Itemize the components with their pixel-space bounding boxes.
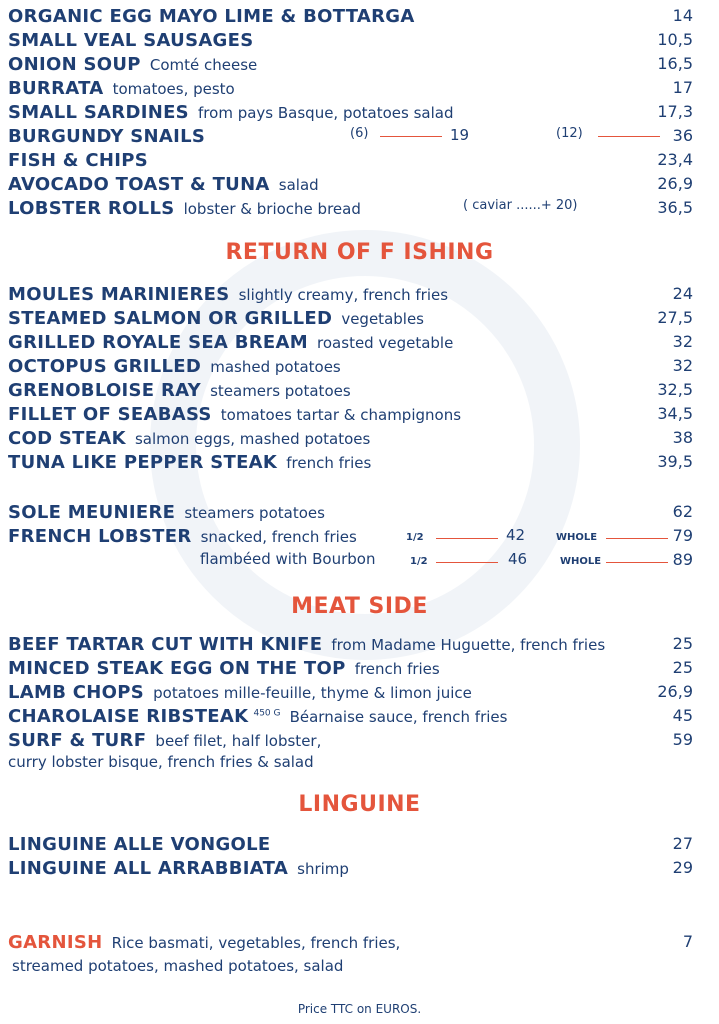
item-description: salad bbox=[278, 176, 319, 194]
dotted-leader bbox=[436, 538, 498, 539]
item-description: curry lobster bisque, french fries & salad bbox=[8, 753, 314, 771]
item-price: 36,5 bbox=[657, 198, 693, 217]
item-price: 36 bbox=[672, 126, 693, 145]
item-name: BURRATA bbox=[8, 78, 104, 99]
whole-price: 89 bbox=[672, 550, 693, 569]
menu-item bbox=[8, 658, 719, 682]
item-name: COD STEAK bbox=[8, 428, 126, 449]
half-label: 1/2 bbox=[410, 556, 428, 567]
item-name: FRENCH LOBSTER bbox=[8, 526, 192, 547]
section-title-meat: MEAT SIDE bbox=[291, 594, 428, 619]
weight-note: 450 G bbox=[253, 708, 281, 719]
section-title-fishing: RETURN OF F ISHING bbox=[225, 240, 494, 265]
item-price: 10,5 bbox=[657, 30, 693, 49]
item-price: 62 bbox=[672, 502, 693, 521]
menu-item bbox=[8, 526, 719, 550]
item-name: MOULES MARINIERES bbox=[8, 284, 230, 305]
menu-item bbox=[8, 308, 719, 332]
item-price: 32 bbox=[672, 332, 693, 351]
menu-item bbox=[8, 834, 719, 858]
dotted-leader bbox=[380, 136, 442, 137]
item-price: 27 bbox=[672, 834, 693, 853]
item-price: 38 bbox=[672, 428, 693, 447]
item-name: TUNA LIKE PEPPER STEAK bbox=[8, 452, 278, 473]
option-label: (6) bbox=[350, 126, 369, 141]
item-description: streamed potatoes, mashed potatoes, salad bbox=[12, 957, 344, 975]
item-description: Béarnaise sauce, french fries bbox=[289, 708, 508, 726]
menu-item bbox=[8, 102, 719, 126]
menu-item bbox=[8, 6, 719, 30]
item-price: 27,5 bbox=[657, 308, 693, 327]
menu-item bbox=[8, 730, 719, 754]
item-name: ONION SOUP bbox=[8, 54, 141, 75]
dotted-leader bbox=[598, 136, 660, 137]
menu-item bbox=[8, 932, 719, 956]
item-description: from pays Basque, potatoes salad bbox=[198, 104, 454, 122]
item-name: BURGUNDY SNAILS bbox=[8, 126, 206, 147]
menu-item bbox=[8, 284, 719, 308]
item-name: LINGUINE ALL ARRABBIATA bbox=[8, 858, 289, 879]
item-description: Rice basmati, vegetables, french fries, bbox=[111, 934, 401, 952]
item-name: OCTOPUS GRILLED bbox=[8, 356, 202, 377]
half-label: 1/2 bbox=[406, 532, 424, 543]
item-name: FISH & CHIPS bbox=[8, 150, 148, 171]
item-price: 45 bbox=[672, 706, 693, 725]
item-price: 26,9 bbox=[657, 682, 693, 701]
item-description: tomatoes, pesto bbox=[112, 80, 235, 98]
menu-item bbox=[8, 428, 719, 452]
menu-item bbox=[8, 198, 719, 222]
item-price: 24 bbox=[672, 284, 693, 303]
item-name: LINGUINE ALLE VONGOLE bbox=[8, 834, 271, 855]
menu-item bbox=[8, 356, 719, 380]
item-price: 32 bbox=[672, 356, 693, 375]
item-price: 7 bbox=[682, 932, 693, 951]
item-description: beef filet, half lobster, bbox=[155, 732, 322, 750]
item-extra: ( caviar ......+ 20) bbox=[463, 198, 578, 213]
item-description: french fries bbox=[286, 454, 372, 472]
menu-item bbox=[8, 706, 719, 730]
item-name: MINCED STEAK EGG ON THE TOP bbox=[8, 658, 346, 679]
item-description: slightly creamy, french fries bbox=[238, 286, 449, 304]
item-price: 59 bbox=[672, 730, 693, 749]
item-description: vegetables bbox=[341, 310, 424, 328]
section-title-linguine: LINGUINE bbox=[298, 792, 421, 817]
item-name: FILLET OF SEABASS bbox=[8, 404, 212, 425]
item-description: Comté cheese bbox=[149, 56, 258, 74]
option-price: 19 bbox=[450, 126, 470, 144]
item-name: GARNISH bbox=[8, 932, 103, 953]
whole-price: 79 bbox=[672, 526, 693, 545]
menu-item bbox=[8, 502, 719, 526]
half-price: 42 bbox=[506, 526, 526, 544]
menu-item bbox=[8, 54, 719, 78]
item-name: ORGANIC EGG MAYO LIME & BOTTARGA bbox=[8, 6, 415, 27]
dotted-leader bbox=[606, 538, 668, 539]
dotted-leader bbox=[606, 562, 668, 563]
menu-item bbox=[8, 634, 719, 658]
item-price: 25 bbox=[672, 634, 693, 653]
item-price: 26,9 bbox=[657, 174, 693, 193]
dotted-leader bbox=[436, 562, 498, 563]
menu-item bbox=[8, 30, 719, 54]
item-description: from Madame Huguette, french fries bbox=[331, 636, 606, 654]
menu-item bbox=[8, 404, 719, 428]
menu-item-continuation bbox=[12, 956, 719, 980]
item-description: salmon eggs, mashed potatoes bbox=[134, 430, 371, 448]
item-name: STEAMED SALMON OR GRILLED bbox=[8, 308, 333, 329]
item-price: 17,3 bbox=[657, 102, 693, 121]
whole-label: WHOLE bbox=[556, 532, 598, 543]
item-description: flambéed with Bourbon bbox=[200, 550, 376, 568]
item-price: 39,5 bbox=[657, 452, 693, 471]
whole-label: WHOLE bbox=[560, 556, 602, 567]
menu-item bbox=[8, 858, 719, 882]
menu-item bbox=[8, 150, 719, 174]
item-description: lobster & brioche bread bbox=[183, 200, 361, 218]
item-name: GRILLED ROYALE SEA BREAM bbox=[8, 332, 308, 353]
item-name: LOBSTER ROLLS bbox=[8, 198, 175, 219]
menu-item bbox=[8, 380, 719, 404]
item-name: LAMB CHOPS bbox=[8, 682, 145, 703]
item-name: AVOCADO TOAST & TUNA bbox=[8, 174, 270, 195]
item-description: steamers potatoes bbox=[210, 382, 351, 400]
menu-item bbox=[8, 452, 719, 476]
item-price: 14 bbox=[672, 6, 693, 25]
item-name: GRENOBLOISE RAY bbox=[8, 380, 201, 401]
item-name: CHAROLAISE RIBSTEAK bbox=[8, 706, 249, 727]
item-description: snacked, french fries bbox=[200, 528, 357, 546]
item-description: shrimp bbox=[297, 860, 349, 878]
item-description: mashed potatoes bbox=[210, 358, 341, 376]
half-price: 46 bbox=[508, 550, 528, 568]
item-description: steamers potatoes bbox=[184, 504, 325, 522]
item-name: SMALL SARDINES bbox=[8, 102, 189, 123]
item-price: 16,5 bbox=[657, 54, 693, 73]
item-description: french fries bbox=[354, 660, 440, 678]
menu-item-continuation bbox=[8, 752, 719, 776]
item-price: 34,5 bbox=[657, 404, 693, 423]
menu-item bbox=[8, 174, 719, 198]
item-price: 32,5 bbox=[657, 380, 693, 399]
item-price: 29 bbox=[672, 858, 693, 877]
item-name: SURF & TURF bbox=[8, 730, 147, 751]
item-price: 17 bbox=[672, 78, 693, 97]
item-name: BEEF TARTAR CUT WITH KNIFE bbox=[8, 634, 323, 655]
item-description: tomatoes tartar & champignons bbox=[220, 406, 462, 424]
menu-item bbox=[8, 126, 719, 150]
menu-item bbox=[8, 332, 719, 356]
item-description: roasted vegetable bbox=[317, 334, 454, 352]
menu-item bbox=[8, 682, 719, 706]
menu-item bbox=[8, 550, 719, 574]
price-footnote: Price TTC on EUROS. bbox=[297, 1002, 422, 1016]
item-price: 23,4 bbox=[657, 150, 693, 169]
menu-item bbox=[8, 78, 719, 102]
item-price: 25 bbox=[672, 658, 693, 677]
option-label: (12) bbox=[556, 126, 583, 141]
item-description: potatoes mille-feuille, thyme & limon juice bbox=[153, 684, 472, 702]
item-name: SOLE MEUNIERE bbox=[8, 502, 176, 523]
item-name: SMALL VEAL SAUSAGES bbox=[8, 30, 254, 51]
